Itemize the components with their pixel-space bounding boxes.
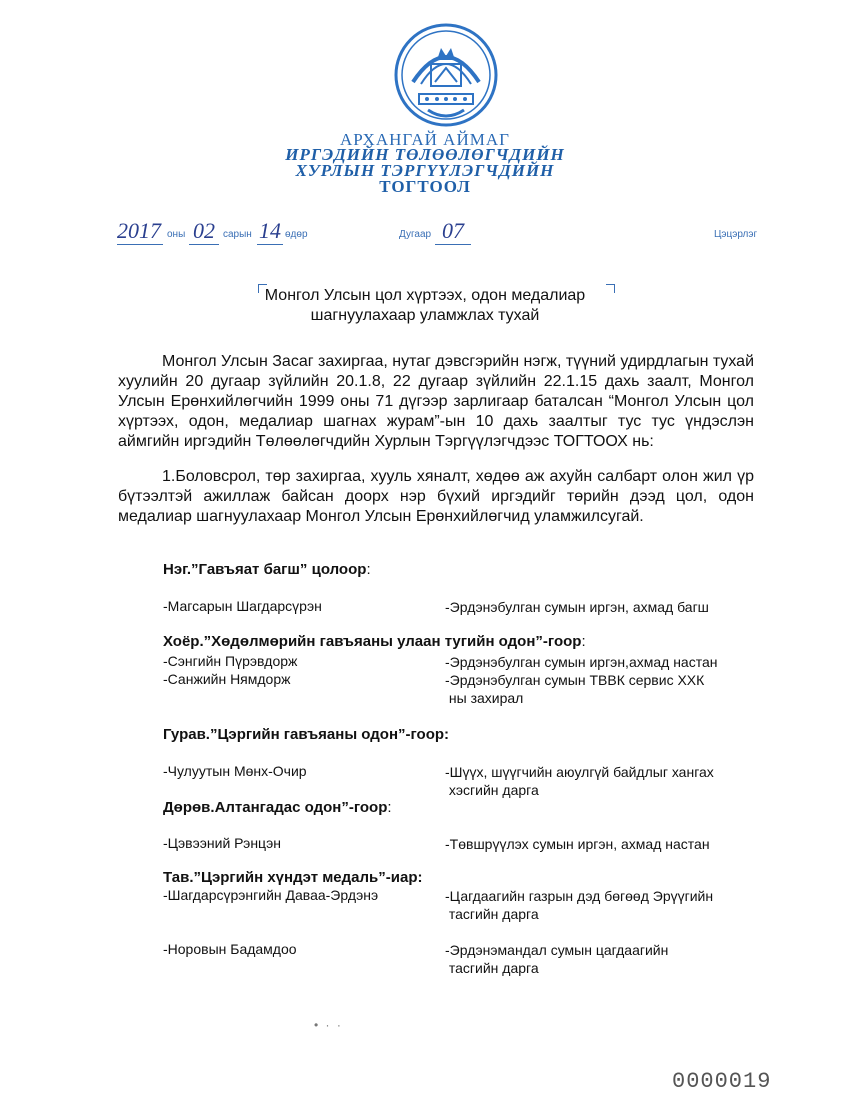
recipient-name: -Магсарын Шагдарсүрэн bbox=[163, 598, 322, 614]
document-title bbox=[0, 286, 850, 326]
preamble-paragraph: Монгол Улсын Засаг захиргаа, нутаг дэвсгэрийн нэгж, түүний удирдлагын тухай хуулийн 20 дугаар зүйлийн 20.1.8, 22 дугаар зүйлийн 22.1.15 дахь заалт, Монгол Улсын Ерөнхийлөгчийн 1999 оны 71 дүгээр зарлигаар баталсан “Монгол Улсын цол хүртээх, одон, медалиар шагнах журам”-ын 10 дахь заалтыг тус тус үндэслэн аймгийн иргэдийн Төлөөлөгчдийн Хурлын Тэргүүлэгчдээс ТОГТООХ нь: bbox=[118, 353, 755, 450]
recipient-description: -Төвшрүүлэх сумын иргэн, ахмад настан bbox=[445, 836, 710, 852]
header-line-1: ИРГЭДИЙН ТӨЛӨӨЛӨГЧДИЙН bbox=[285, 145, 565, 164]
header-line-2: ХУРЛЫН ТЭРГҮҮЛЭГЧДИЙН bbox=[295, 161, 555, 180]
section-heading: Дөрөв.Алтангадас одон”-гоор: bbox=[163, 799, 392, 816]
date-year: 2017 bbox=[117, 218, 161, 243]
state-emblem-icon bbox=[393, 22, 499, 128]
section-heading: Тав.”Цэргийн хүндэт медаль”-иар: bbox=[163, 869, 423, 886]
place-name: Цэцэрлэг bbox=[714, 229, 758, 240]
date-year-label: оны bbox=[167, 229, 186, 240]
recipient-description: -Эрдэнэбулган сумын ТВВК сервис ХХК ны захирал bbox=[445, 672, 705, 706]
date-day-label: өдөр bbox=[285, 229, 308, 240]
page-number-stamp: 0000019 bbox=[672, 1069, 772, 1094]
resolution-paragraph: 1.Боловсрол, төр захиргаа, хууль хяналт, хөдөө аж ахуйн салбарт олон жил үр бүтээлтэй ажиллаж байсан доорх нэр бүхий иргэдийг төрийн дээд цол, одон медалиар шагнуулахаар Монгол Улсын Ерөнхийлөгчид уламжилсугай. bbox=[118, 468, 754, 525]
document-number: 07 bbox=[435, 218, 471, 245]
recipient-description: -Эрдэнэбулган сумын иргэн, ахмад багш bbox=[445, 599, 709, 615]
recipient-description: -Цагдаагийн газрын дэд бөгөөд Эрүүгийн тасгийн дарга bbox=[445, 888, 714, 922]
recipient-description: -Эрдэнэмандал сумын цагдаагийн тасгийн дарга bbox=[445, 942, 669, 976]
recipient-name: -Шагдарсүрэнгийн Даваа-Эрдэнэ bbox=[163, 887, 379, 903]
section-heading: Гурав.”Цэргийн гавъяаны одон”-гоор: bbox=[163, 726, 450, 743]
recipient-name: -Чулуутын Мөнх-Очир bbox=[163, 763, 307, 779]
recipient-name: -Цэвээний Рэнцэн bbox=[163, 835, 281, 851]
recipient-description: -Шүүх, шүүгчийн аюулгүй байдлыг хангах хэсгийн дарга bbox=[445, 764, 714, 798]
header-aimag: АРХАНГАЙ АЙМАГ bbox=[340, 130, 510, 149]
number-label: Дугаар bbox=[399, 229, 432, 240]
scan-speck: • · · bbox=[314, 1018, 343, 1032]
section-heading: Хоёр.”Хөдөлмөрийн гавъяаны улаан тугийн одон”-гоор: bbox=[163, 633, 586, 650]
date-month-label: сарын bbox=[223, 229, 252, 240]
recipient-name: -Сэнгийн Пүрэвдорж bbox=[163, 653, 298, 669]
recipient-name: -Норовын Бадамдоо bbox=[163, 941, 297, 957]
title-line-2: шагнуулахаар уламжлах тухай bbox=[310, 307, 540, 324]
header-title: ТОГТООЛ bbox=[379, 177, 471, 196]
date-day: 14 bbox=[259, 218, 281, 243]
recipient-description: -Эрдэнэбулган сумын иргэн,ахмад настан bbox=[445, 654, 718, 670]
date-line bbox=[117, 218, 837, 248]
title-line-1: Монгол Улсын цол хүртээх, одон медалиар bbox=[264, 287, 586, 304]
recipient-name: -Санжийн Нямдорж bbox=[163, 671, 291, 687]
date-month: 02 bbox=[189, 218, 219, 245]
section-heading: Нэг.”Гавъяат багш” цолоор: bbox=[163, 561, 371, 578]
